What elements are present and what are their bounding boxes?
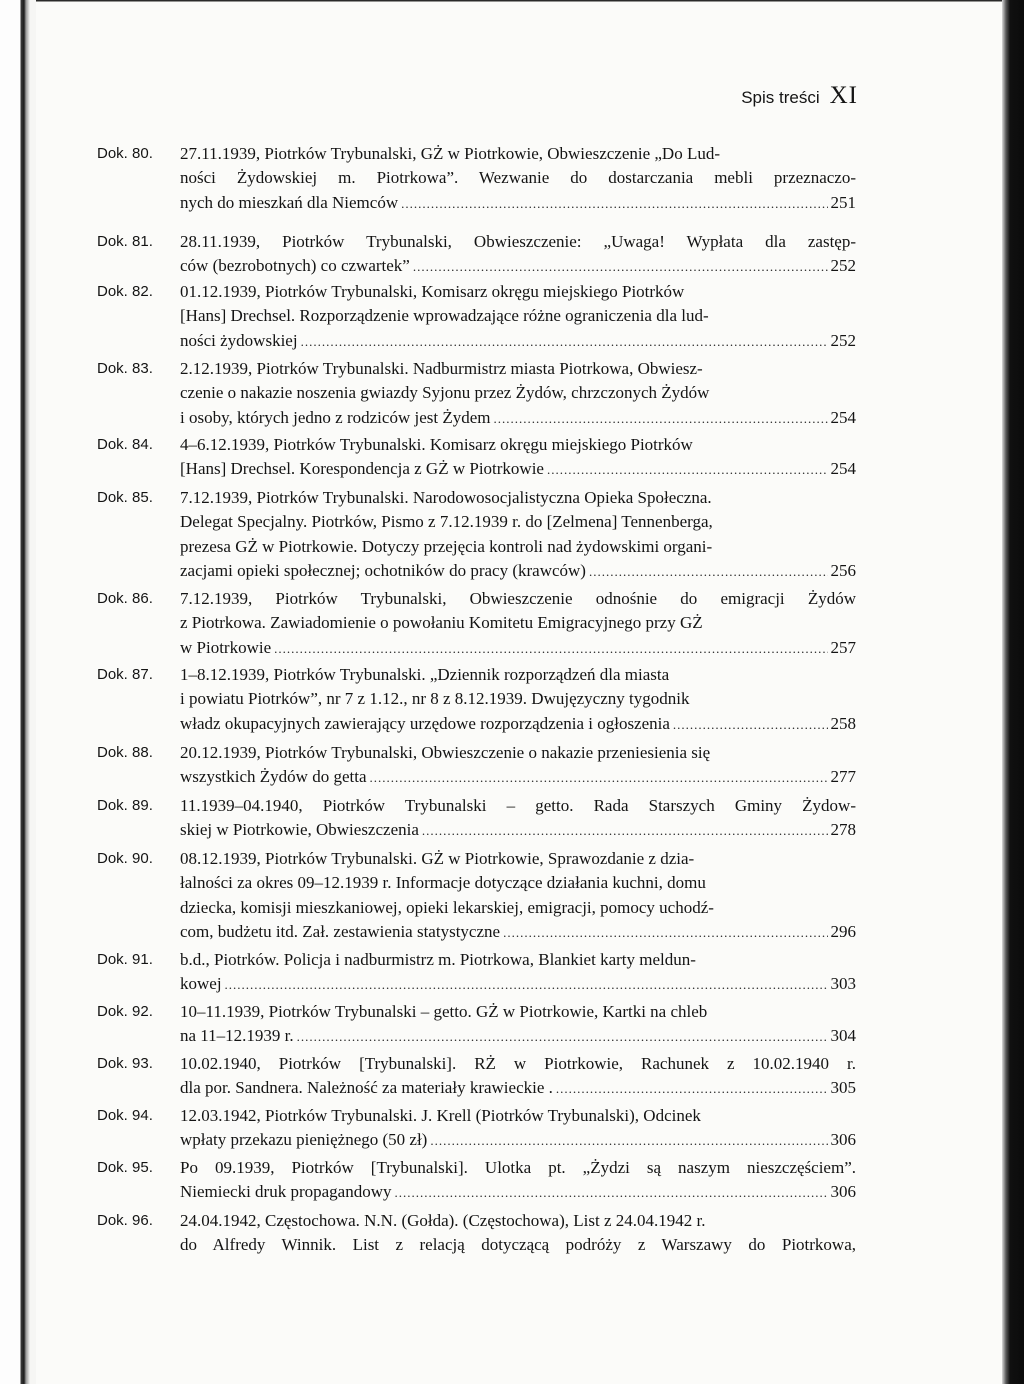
entry-page-number: 257 (830, 637, 856, 657)
entry-line-text: nych do mieszkań dla Niemców (180, 192, 399, 212)
entry-line-text: z Piotrkowa. Zawiadomienie o powołaniu Komitetu Emigracyjnego przy GŻ (180, 613, 703, 633)
entry-line (180, 329, 856, 353)
entry-line-text: 20.12.1939, Piotrków Trybunalski, Obwieszczenie o nakazie przeniesienia się (180, 743, 711, 762)
dot-leader (395, 1181, 828, 1205)
scan-left-edge (0, 0, 36, 1384)
entry-line (180, 611, 856, 635)
entry-description (180, 486, 856, 583)
dot-leader (589, 560, 828, 584)
entry-page-number: 252 (830, 330, 856, 350)
entry-line-text: Po 09.1939, Piotrków [Trybunalski]. Ulotka pt. „Żydzi są naszym nieszczęściem”. (180, 1158, 856, 1177)
entry-line (180, 948, 856, 972)
entry-description (180, 230, 856, 279)
entry-page-number: 303 (830, 974, 856, 994)
entry-line (180, 230, 856, 254)
entry-line (180, 818, 856, 842)
document-number: Dok. 95. (97, 1159, 153, 1176)
entry-description (180, 142, 856, 215)
entry-description (180, 1052, 856, 1101)
entry-line (180, 254, 856, 278)
entry-line-text: zacjami opieki społecznej; ochotników do pracy (krawców) (180, 560, 586, 580)
entry-page-number: 256 (830, 560, 856, 580)
entry-line-text: i powiatu Piotrków”, nr 7 z 1.12., nr 8 z 8.12.1939. Dwujęzyczny tygodnik (180, 689, 690, 709)
running-head-title: Spis treści (741, 88, 820, 107)
entry-description (180, 847, 856, 944)
entry-line-text: 27.11.1939, Piotrków Trybunalski, GŻ w Piotrkowie, Obwieszczenie „Do Lud- (180, 144, 721, 163)
entry-line (180, 741, 856, 765)
entry-line (180, 486, 856, 510)
document-number: Dok. 89. (97, 797, 153, 814)
entry-line-text: 10.02.1940, Piotrków [Trybunalski]. RŻ w Piotrkowie, Rachunek z 10.02.1940 r. (180, 1054, 856, 1073)
entry-line (180, 765, 856, 789)
entry-line-text: 7.12.1939, Piotrków Trybunalski, Obwieszczenie odnośnie do emigracji Żydów (180, 589, 856, 608)
entry-line (180, 687, 856, 711)
entry-line-text: wszystkich Żydów do getta (180, 767, 367, 787)
scan-top-edge (0, 0, 1024, 6)
entry-line (180, 406, 856, 430)
entry-line (180, 712, 856, 736)
document-number: Dok. 82. (97, 283, 153, 300)
entry-line (180, 1052, 856, 1076)
entry-line (180, 142, 856, 166)
entry-line (180, 457, 856, 481)
entry-page-number: 277 (830, 767, 856, 787)
entry-line-text: 08.12.1939, Piotrków Trybunalski. GŻ w Piotrkowie, Sprawozdanie z dzia- (180, 849, 695, 868)
entry-line-text: 2.12.1939, Piotrków Trybunalski. Nadburmistrz miasta Piotrkowa, Obwiesz- (180, 359, 703, 378)
entry-line-text: dla por. Sandnera. Należność za materiały krawieckie . (180, 1078, 553, 1098)
document-number: Dok. 83. (97, 360, 153, 377)
entry-line-text: 10–11.1939, Piotrków Trybunalski – getto. GŻ w Piotrkowie, Kartki na chleb (180, 1002, 708, 1021)
dot-leader (430, 1129, 827, 1153)
dot-leader (301, 330, 828, 354)
entry-line-text: 28.11.1939, Piotrków Trybunalski, Obwieszczenie: „Uwaga! Wypłata dla zastęp- (180, 232, 856, 251)
entry-page-number: 304 (830, 1026, 856, 1046)
dot-leader (556, 1077, 828, 1101)
entry-description (180, 948, 856, 997)
document-number: Dok. 92. (97, 1003, 153, 1020)
entry-line-text: w Piotrkowie (180, 637, 272, 657)
page-number: XI (829, 82, 858, 109)
entry-line-text: ności żydowskiej (180, 330, 298, 350)
entry-page-number: 252 (830, 256, 856, 276)
entry-page-number: 251 (830, 192, 856, 212)
entry-page-number: 306 (830, 1182, 856, 1202)
entry-line-text: [Hans] Drechsel. Rozporządzenie wprowadzające różne ograniczenia dla lud- (180, 306, 709, 326)
entry-line-text: 12.03.1942, Piotrków Trybunalski. J. Krell (Piotrków Trybunalski), Odcinek (180, 1106, 701, 1125)
document-number: Dok. 87. (97, 666, 153, 683)
document-number: Dok. 90. (97, 850, 153, 867)
entry-line-text: com, budżetu itd. Zał. zestawienia statystyczne (180, 921, 501, 941)
document-number: Dok. 91. (97, 951, 153, 968)
entry-line (180, 1233, 856, 1257)
entry-page-number: 306 (830, 1130, 856, 1150)
document-number: Dok. 80. (97, 145, 153, 162)
entry-description (180, 794, 856, 843)
dot-leader (503, 921, 827, 945)
entry-line (180, 1180, 856, 1204)
dot-leader (673, 713, 828, 737)
entry-line-text: łalności za okres 09–12.1939 r. Informacje dotyczące działania kuchni, domu (180, 873, 706, 893)
entry-page-number: 296 (830, 921, 856, 941)
entry-line-text: 7.12.1939, Piotrków Trybunalski. Narodowosocjalistyczna Opieka Społeczna. (180, 488, 712, 507)
dot-leader (547, 458, 828, 482)
dot-leader (297, 1025, 828, 1049)
entry-line (180, 1128, 856, 1152)
entry-line (180, 636, 856, 660)
entry-line-text: 01.12.1939, Piotrków Trybunalski, Komisarz okręgu miejskiego Piotrków (180, 282, 685, 301)
entry-line (180, 896, 856, 920)
entry-line-text: kowej (180, 974, 222, 994)
entry-line-text: 24.04.1942, Częstochowa. N.N. (Gołda). (Częstochowa), List z 24.04.1942 r. (180, 1211, 706, 1230)
entry-line-text: skiej w Piotrkowie, Obwieszczenia (180, 820, 419, 840)
entry-line-text: [Hans] Drechsel. Korespondencja z GŻ w Piotrkowie (180, 459, 544, 479)
entry-description (180, 663, 856, 736)
entry-line (180, 191, 856, 215)
entry-line-text: 4–6.12.1939, Piotrków Trybunalski. Komisarz okręgu miejskiego Piotrków (180, 435, 693, 454)
document-number: Dok. 88. (97, 744, 153, 761)
entry-line (180, 510, 856, 534)
entry-line (180, 357, 856, 381)
entry-line (180, 559, 856, 583)
entry-line (180, 1209, 856, 1233)
entry-line (180, 871, 856, 895)
dot-leader (422, 819, 828, 843)
dot-leader (225, 973, 828, 997)
entry-line (180, 920, 856, 944)
entry-line (180, 972, 856, 996)
entry-line-text: ców (bezrobotnych) co czwartek” (180, 256, 410, 276)
entry-line-text: ności Żydowskiej m. Piotrkowa”. Wezwanie do dostarczania mebli przeznaczo- (180, 168, 856, 188)
entry-line (180, 1156, 856, 1180)
entry-line-text: Delegat Specjalny. Piotrków, Pismo z 7.12.1939 r. do [Zelmena] Tennenberga, (180, 512, 713, 532)
entry-description (180, 1000, 856, 1049)
dot-leader (274, 637, 827, 661)
entry-page-number: 305 (830, 1078, 856, 1098)
document-number: Dok. 85. (97, 489, 153, 506)
entry-line-text: 11.1939–04.1940, Piotrków Trybunalski – getto. Rada Starszych Gminy Żydow- (180, 796, 856, 815)
entry-line (180, 304, 856, 328)
entry-line-text: 1–8.12.1939, Piotrków Trybunalski. „Dziennik rozporządzeń dla miasta (180, 665, 670, 684)
document-number: Dok. 81. (97, 233, 153, 250)
entry-line (180, 663, 856, 687)
entry-line-text: wpłaty przekazu pieniężnego (50 zł) (180, 1130, 428, 1150)
entry-line-text: Niemiecki druk propagandowy (180, 1182, 392, 1202)
entry-line (180, 794, 856, 818)
entry-description (180, 433, 856, 482)
entry-description (180, 1104, 856, 1153)
entry-description (180, 587, 856, 660)
entry-line-text: do Alfredy Winnik. List z relacją dotyczącą podróży z Warszawy do Piotrkowa, (180, 1235, 856, 1255)
running-head (741, 82, 858, 110)
entry-line (180, 166, 856, 190)
entry-line (180, 433, 856, 457)
entry-line (180, 1104, 856, 1128)
entry-description (180, 280, 856, 353)
document-number: Dok. 84. (97, 436, 153, 453)
entry-line (180, 847, 856, 871)
entry-page-number: 254 (830, 407, 856, 427)
entry-description (180, 1209, 856, 1258)
document-number: Dok. 93. (97, 1055, 153, 1072)
dot-leader (370, 766, 828, 790)
entry-page-number: 258 (830, 713, 856, 733)
entry-line-text: prezesa GŻ w Piotrkowie. Dotyczy przejęcia kontroli nad żydowskimi organi- (180, 536, 713, 556)
entry-line (180, 280, 856, 304)
entry-line (180, 381, 856, 405)
scan-right-edge (1002, 0, 1024, 1384)
entry-line (180, 1000, 856, 1024)
entry-page-number: 254 (830, 459, 856, 479)
document-number: Dok. 96. (97, 1212, 153, 1229)
entry-line-text: b.d., Piotrków. Policja i nadburmistrz m. Piotrkowa, Blankiet karty meldun- (180, 950, 696, 969)
document-number: Dok. 86. (97, 590, 153, 607)
entry-line (180, 535, 856, 559)
entry-line (180, 1024, 856, 1048)
dot-leader (413, 255, 828, 279)
entry-page-number: 278 (830, 820, 856, 840)
entry-description (180, 741, 856, 790)
dot-leader (401, 192, 827, 216)
entry-line-text: władz okupacyjnych zawierający urzędowe rozporządzenia i ogłoszenia (180, 713, 670, 733)
entry-line (180, 587, 856, 611)
dot-leader (494, 407, 828, 431)
entry-description (180, 1156, 856, 1205)
entry-line (180, 1076, 856, 1100)
entry-line-text: na 11–12.1939 r. (180, 1026, 294, 1046)
entry-description (180, 357, 856, 430)
document-number: Dok. 94. (97, 1107, 153, 1124)
entry-line-text: i osoby, których jedno z rodziców jest Żydem (180, 407, 491, 427)
entry-line-text: czenie o nakazie noszenia gwiazdy Syjonu przez Żydów, chrzczonych Żydów (180, 383, 710, 403)
entry-line-text: dziecka, komisji mieszkaniowej, opieki lekarskiej, emigracji, pomocy uchodź- (180, 897, 714, 917)
